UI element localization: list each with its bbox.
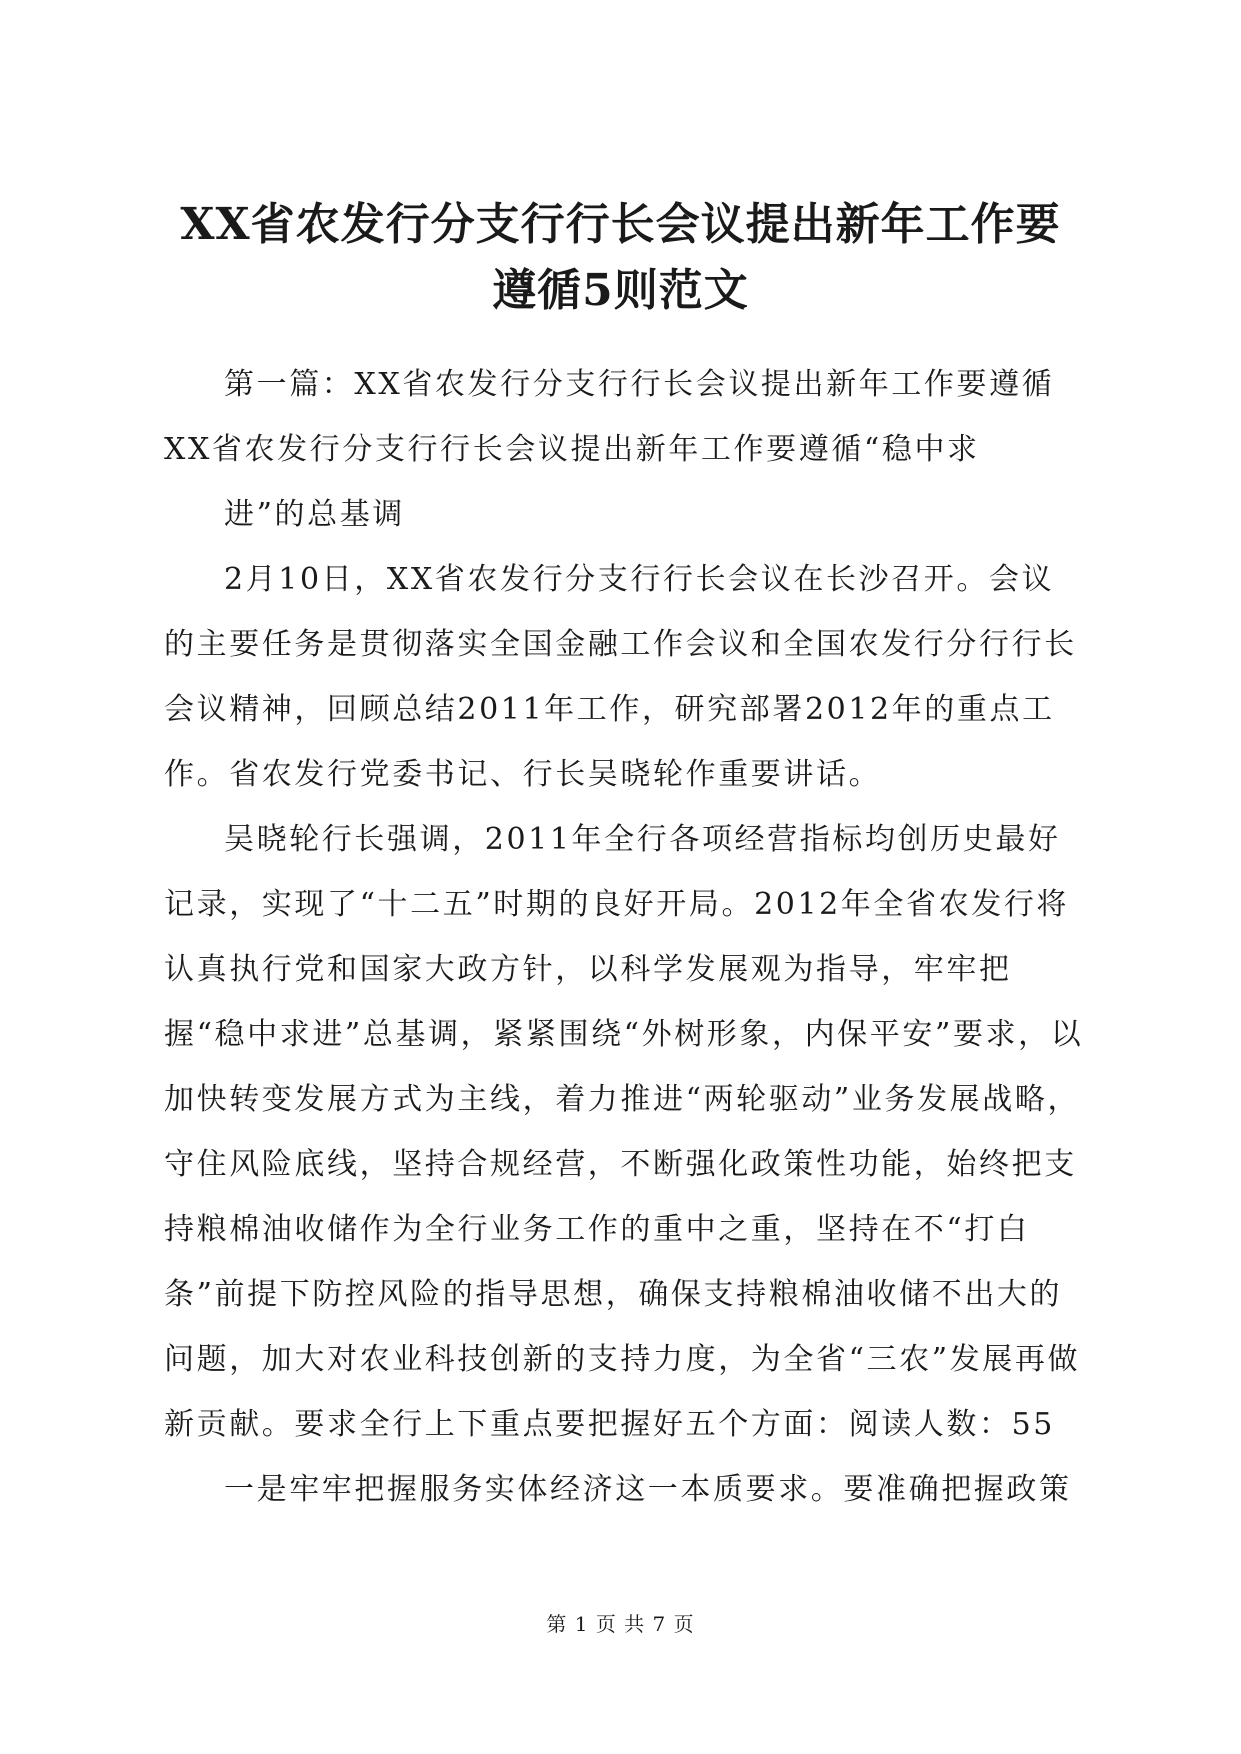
subtitle-line-2: 进”的总基调 <box>224 497 405 532</box>
paragraph: 吴晓轮行长强调，2011年全行各项经营指标均创历史最好记录，实现了“十二五”时期的良好开局。2012年全省农发行将认真执行党和国家大政方针，以科学发展观为指导，牢牢把握“稳中求进”总基调，紧紧围绕“外树形象，内保平安”要求，以加快转变发展方式为主线，着力推进“两轮驱动”业务发展战略，守住风险底线，坚持合规经营，不断强化政策性功能，始终把支持粮棉油收储作为全行业务工作的重中之重，坚持在不“打白条”前提下防控风险的指导思想，确保支持粮棉油收储不出大的问题，加大对农业科技创新的支持力度，为全省“三农”发展再做新贡献。要求全行上下重点要把握好五个方面：阅读人数：55 <box>164 822 1084 1442</box>
paragraph: 一是牢牢把握服务实体经济这一本质要求。要准确把握政策 <box>224 1472 1072 1507</box>
subtitle <box>164 417 1084 547</box>
page-number-footer: 第 1 页 共 7 页 <box>546 1612 695 1636</box>
document-title-line-2: 遵循5则范文 <box>492 265 749 316</box>
document-body <box>164 352 1084 1522</box>
paragraph: 2月10日，XX省农发行分支行行长会议在长沙召开。会议的主要任务是贯彻落实全国金融工作会议和全国农发行分行行长会议精神，回顾总结2011年工作，研究部署2012年的重点工作。省农发行党委书记、行长吴晓轮作重要讲话。 <box>164 562 1077 792</box>
document-title <box>140 192 1101 324</box>
subtitle-line-1: XX省农发行分支行行长会议提出新年工作要遵循“稳中求 <box>164 432 980 467</box>
document-title-line-1: XX省农发行分支行行长会议提出新年工作要 <box>180 199 1061 250</box>
section-heading: 第一篇：XX省农发行分支行行长会议提出新年工作要遵循 <box>224 367 1055 402</box>
